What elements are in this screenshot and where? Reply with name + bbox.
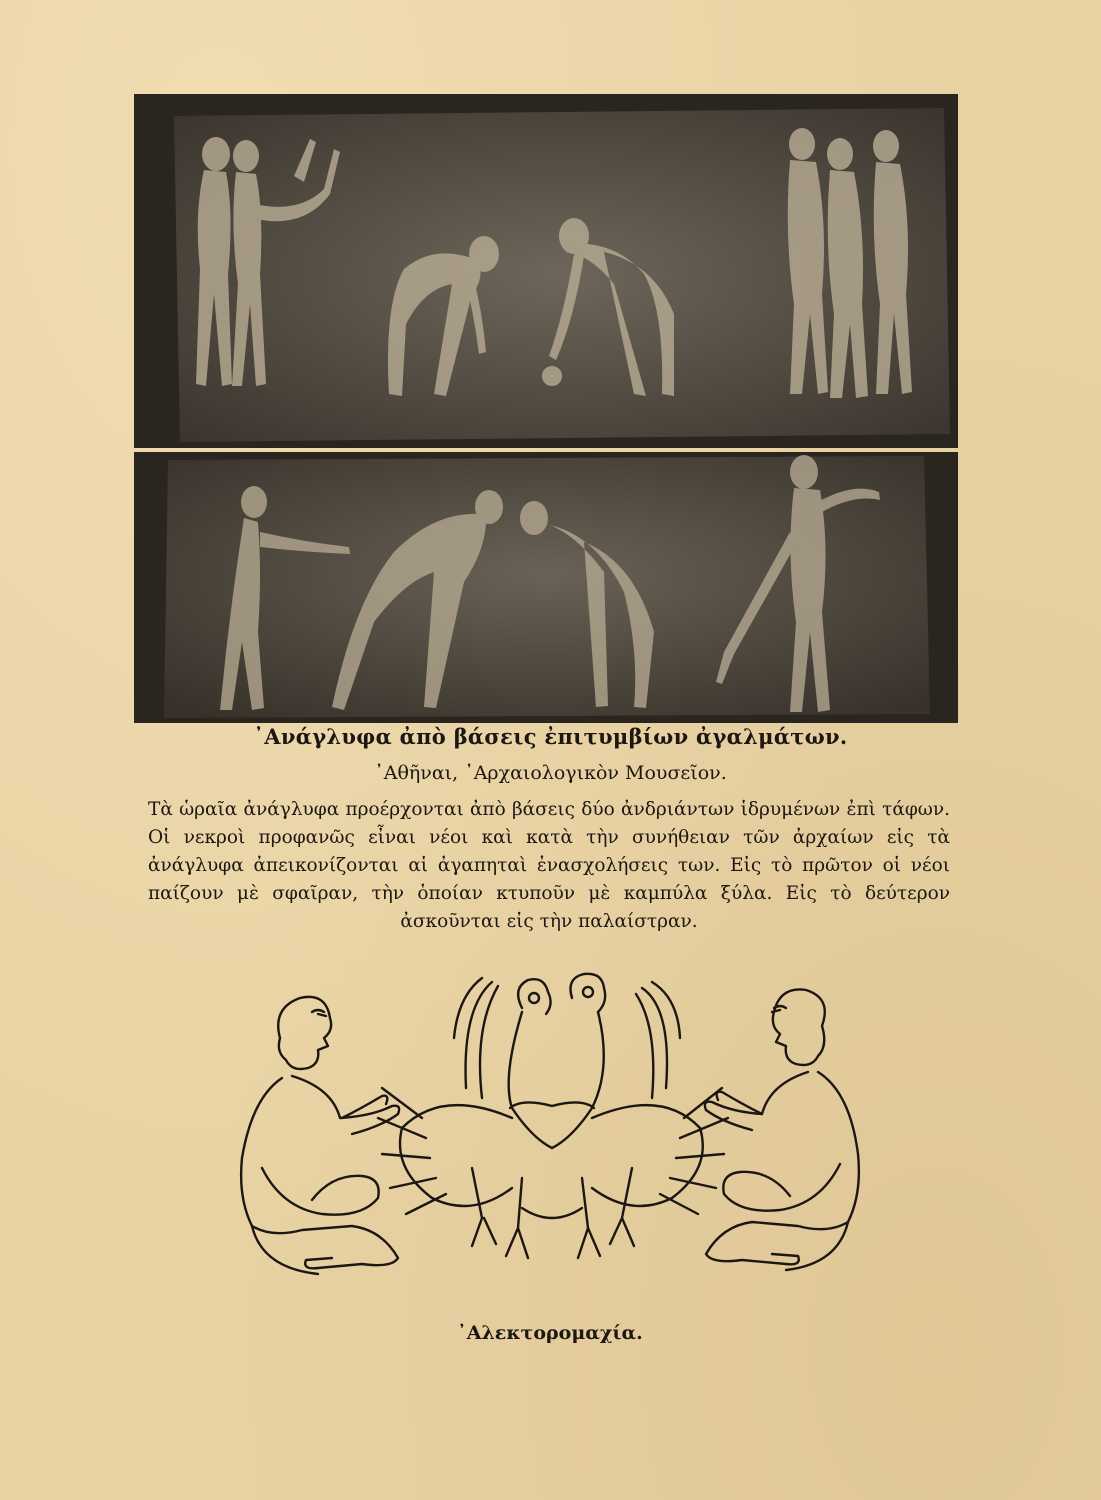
relief-wrestling-image <box>134 452 958 723</box>
relief-ball-game-image <box>134 94 958 448</box>
cockfight-drawing <box>222 968 882 1298</box>
relief-caption-text: Τὰ ὡραῖα ἀνάγλυφα προέρχονται ἀπὸ βάσεις δύο ἀνδριάντων ἱδρυμένων ἐπὶ τάφων. Οἱ νεκροὶ προφανῶς εἶναι νέοι καὶ κατὰ τὴν συνήθειαν τῶν ἀρχαίων εἰς τὰ ἀνάγλυφα ἀπεικονίζονται αἱ ἀγαπηταὶ ἐνασχολήσεις των. Εἰς τὸ πρῶτον οἱ νέοι παίζουν μὲ σφαῖραν, τὴν ὁποίαν κτυποῦν μὲ καμπύλα ξύλα. Εἰς τὸ δεύτερον ἀσκοῦνται εἰς τὴν παλαίστραν. <box>148 799 950 932</box>
left-youth-figure <box>241 997 399 1274</box>
right-youth-figure <box>705 989 859 1270</box>
relief-caption-location: ᾿Αθῆναι, ᾿Αρχαιολογικὸν Μουσεῖον. <box>374 762 727 784</box>
relief-photo-wrestling <box>134 452 958 723</box>
relief-photo-ball-game <box>134 94 958 448</box>
relief-caption-title: ᾿Ανάγλυφα ἀπὸ βάσεις ἐπιτυμβίων ἀγαλμάτων. <box>253 724 848 749</box>
fighting-cocks <box>378 974 728 1258</box>
cockfight-caption: ᾿Αλεκτορομαχία. <box>457 1322 643 1344</box>
